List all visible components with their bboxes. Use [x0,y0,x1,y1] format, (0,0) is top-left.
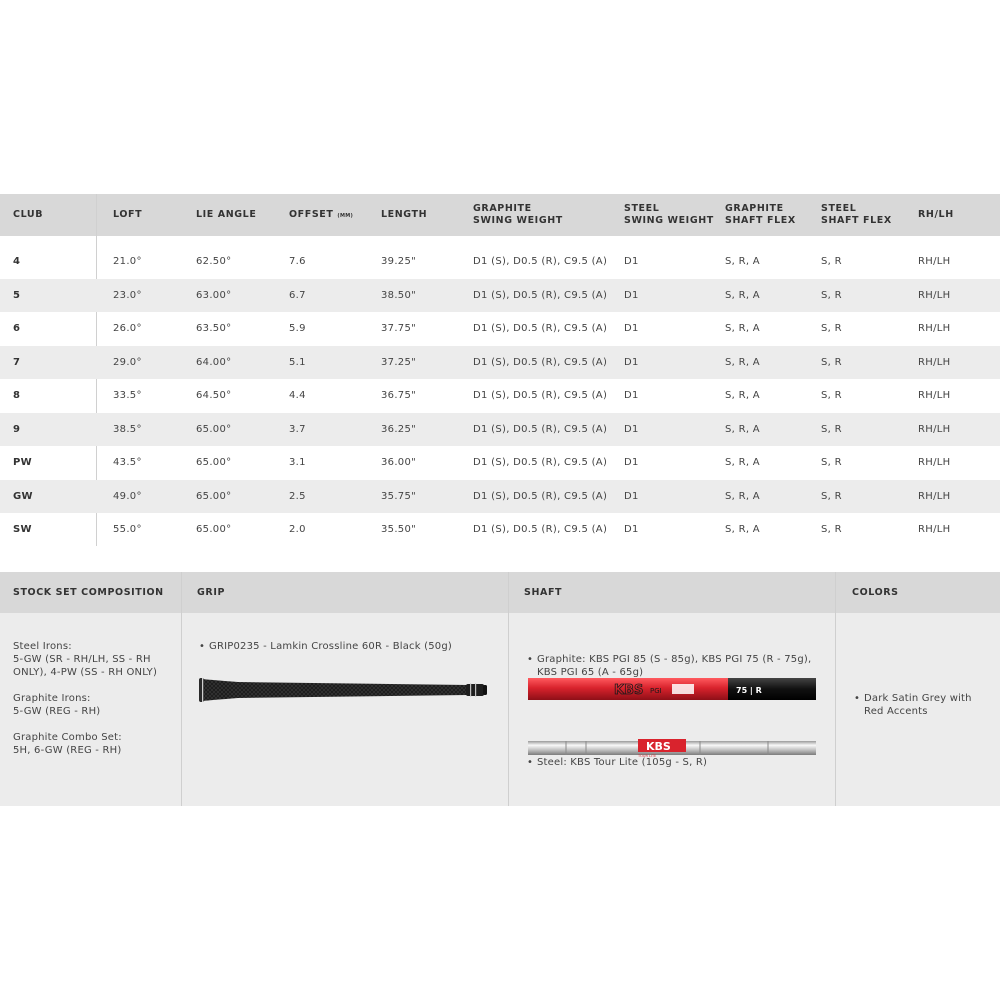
cell-graphite-swing-weight: D1 (S), D0.5 (R), C9.5 (A) [473,323,608,334]
cell-hand: RH/LH [918,256,951,267]
cell-club: SW [13,524,32,535]
cell-lie-angle: 62.50° [196,256,232,267]
cell-steel-shaft-flex: S, R [821,289,842,301]
header-club: CLUB [13,209,44,220]
cell-offset: 3.7 [289,423,306,435]
header-offset-label: OFFSET [289,209,334,220]
cell-club: 9 [13,423,21,435]
header-length: LENGTH [381,209,428,220]
header-steel-shaft-flex: STEEL SHAFT FLEX [821,203,892,226]
cell-steel-swing-weight: D1 [624,524,639,535]
table-row [0,379,1000,413]
table-row [0,346,1000,380]
cell-length: 35.75" [381,490,417,502]
cell-length: 36.00" [381,457,417,468]
cell-lie-angle: 65.00° [196,490,232,502]
cell-hand: RH/LH [918,323,951,334]
table-row [0,245,1000,279]
cell-steel-swing-weight: D1 [624,356,639,368]
cell-hand: RH/LH [918,524,951,535]
colors-item: • Dark Satin Grey with Red Accents [864,692,989,718]
shaft-graphite: • Graphite: KBS PGI 85 (S - 85g), KBS PGI 75 (R - 75g), KBS PGI 65 (A - 65g) [537,653,822,679]
cell-hand: RH/LH [918,356,951,368]
graphite-shaft-brand: KBS [614,683,644,698]
cell-graphite-swing-weight: D1 (S), D0.5 (R), C9.5 (A) [473,390,608,401]
spec-table-header [0,194,1000,236]
cell-graphite-swing-weight: D1 (S), D0.5 (R), C9.5 (A) [473,289,608,301]
cell-steel-swing-weight: D1 [624,256,639,267]
cell-loft: 43.5° [113,457,142,468]
grip-image [198,676,490,704]
table-row [0,513,1000,547]
table-row [0,279,1000,313]
cell-club: 6 [13,323,21,334]
header-hand: RH/LH [918,209,954,220]
header-loft: LOFT [113,209,143,220]
cell-steel-swing-weight: D1 [624,457,639,468]
cell-length: 39.25" [381,256,417,267]
cell-club: 5 [13,289,21,301]
cell-graphite-swing-weight: D1 (S), D0.5 (R), C9.5 (A) [473,356,608,368]
cell-loft: 26.0° [113,323,142,334]
table-row [0,446,1000,480]
shaft-steel: • Steel: KBS Tour Lite (105g - S, R) [537,756,822,769]
header-steel-swing-weight: STEEL SWING WEIGHT [624,203,714,226]
cell-offset: 3.1 [289,457,306,468]
header-lie-angle: LIE ANGLE [196,209,257,220]
cell-graphite-shaft-flex: S, R, A [725,423,760,435]
stock-set-title: STOCK SET COMPOSITION [13,587,164,598]
cell-graphite-swing-weight: D1 (S), D0.5 (R), C9.5 (A) [473,423,608,435]
cell-lie-angle: 65.00° [196,524,232,535]
cell-steel-swing-weight: D1 [624,490,639,502]
cell-hand: RH/LH [918,490,951,502]
cell-steel-swing-weight: D1 [624,323,639,334]
cell-steel-swing-weight: D1 [624,423,639,435]
table-row [0,413,1000,447]
stock-set-composition [13,640,157,757]
header-offset-unit: (MM) [337,213,354,219]
cell-offset: 4.4 [289,390,306,401]
cell-offset: 5.9 [289,323,306,334]
cell-offset: 2.5 [289,490,306,502]
header-graphite-swing-weight: GRAPHITE SWING WEIGHT [473,203,563,226]
cell-graphite-shaft-flex: S, R, A [725,289,760,301]
graphite-shaft-model: PGI [650,687,662,695]
cell-steel-swing-weight: D1 [624,390,639,401]
header-offset [289,209,353,222]
cell-lie-angle: 63.50° [196,323,232,334]
graphite-shaft-image [528,678,816,700]
cell-lie-angle: 64.00° [196,356,232,368]
cell-graphite-shaft-flex: S, R, A [725,457,760,468]
stock-line: Graphite Combo Set: [13,732,122,743]
cell-graphite-shaft-flex: S, R, A [725,356,760,368]
cell-graphite-shaft-flex: S, R, A [725,390,760,401]
cell-graphite-shaft-flex: S, R, A [725,323,760,334]
shaft-title: SHAFT [524,587,563,598]
graphite-shaft-flex: 75 | R [736,686,762,695]
cell-graphite-shaft-flex: S, R, A [725,524,760,535]
composition-section [0,572,1000,806]
cell-loft: 29.0° [113,356,142,368]
grip-title: GRIP [197,587,226,598]
cell-offset: 6.7 [289,289,306,301]
cell-loft: 21.0° [113,256,142,267]
cell-hand: RH/LH [918,390,951,401]
stock-line: ONLY), 4-PW (SS - RH ONLY) [13,667,158,678]
cell-length: 35.50" [381,524,417,535]
cell-loft: 55.0° [113,524,142,535]
cell-steel-shaft-flex: S, R [821,390,842,401]
cell-lie-angle: 63.00° [196,289,232,301]
cell-steel-shaft-flex: S, R [821,490,842,502]
cell-offset: 7.6 [289,256,306,267]
cell-loft: 49.0° [113,490,142,502]
cell-steel-swing-weight: D1 [624,289,639,301]
cell-length: 36.25" [381,423,417,435]
cell-lie-angle: 64.50° [196,390,232,401]
cell-steel-shaft-flex: S, R [821,423,842,435]
cell-club: GW [13,490,33,502]
cell-length: 37.75" [381,323,417,334]
graphite-shaft-tag [672,684,694,694]
cell-hand: RH/LH [918,457,951,468]
cell-steel-shaft-flex: S, R [821,356,842,368]
cell-loft: 38.5° [113,423,142,435]
shaft-divider [508,572,509,806]
cell-steel-shaft-flex: S, R [821,524,842,535]
composition-header [0,572,1000,613]
spec-table-body [0,245,1000,547]
steel-shaft-brand: KBS [646,740,671,753]
cell-length: 37.25" [381,356,417,368]
stock-line: 5H, 6-GW (REG - RH) [13,745,122,756]
cell-steel-shaft-flex: S, R [821,457,842,468]
header-graphite-shaft-flex: GRAPHITE SHAFT FLEX [725,203,796,226]
cell-club: 8 [13,390,21,401]
steel-shaft-image [528,738,816,758]
stock-line: 5-GW (REG - RH) [13,706,101,717]
stock-line: Graphite Irons: [13,693,91,704]
cell-steel-shaft-flex: S, R [821,256,842,267]
cell-loft: 33.5° [113,390,142,401]
cell-hand: RH/LH [918,423,951,435]
colors-title: COLORS [852,587,899,598]
cell-graphite-swing-weight: D1 (S), D0.5 (R), C9.5 (A) [473,524,608,535]
grip-divider [181,572,182,806]
cell-lie-angle: 65.00° [196,457,232,468]
stock-line: 5-GW (SR - RH/LH, SS - RH [13,654,151,665]
stock-line: Steel Irons: [13,641,72,652]
cell-graphite-swing-weight: D1 (S), D0.5 (R), C9.5 (A) [473,256,608,267]
cell-steel-shaft-flex: S, R [821,323,842,334]
cell-hand: RH/LH [918,289,951,301]
table-row [0,312,1000,346]
cell-offset: 5.1 [289,356,306,368]
table-row [0,480,1000,514]
cell-graphite-shaft-flex: S, R, A [725,490,760,502]
cell-lie-angle: 65.00° [196,423,232,435]
steel-shaft-model: TOUR LITE [638,754,657,758]
cell-length: 36.75" [381,390,417,401]
cell-club: PW [13,457,32,468]
cell-graphite-swing-weight: D1 (S), D0.5 (R), C9.5 (A) [473,490,608,502]
cell-offset: 2.0 [289,524,306,535]
cell-length: 38.50" [381,289,417,301]
cell-club: 4 [13,256,21,267]
colors-divider [835,572,836,806]
cell-loft: 23.0° [113,289,142,301]
cell-club: 7 [13,356,21,368]
cell-graphite-shaft-flex: S, R, A [725,256,760,267]
grip-item: • GRIP0235 - Lamkin Crossline 60R - Black (50g) [209,640,499,653]
cell-graphite-swing-weight: D1 (S), D0.5 (R), C9.5 (A) [473,457,608,468]
